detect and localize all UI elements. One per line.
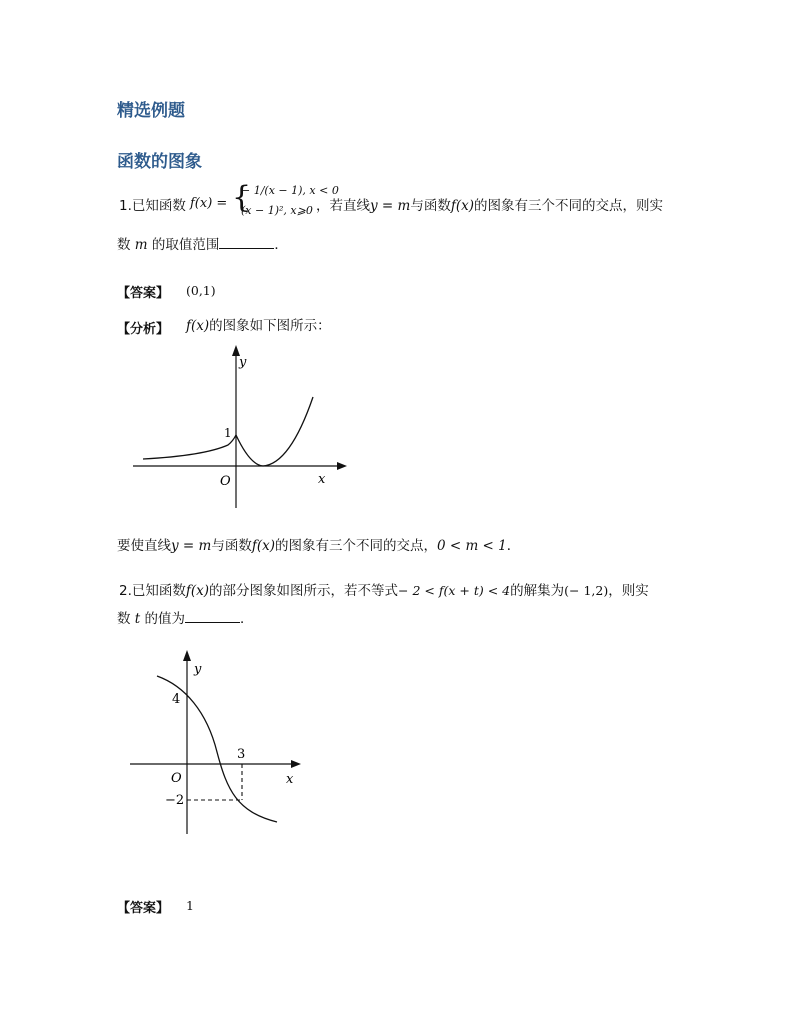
q1-number: 1.	[119, 198, 132, 214]
a2-answer-tag: 【答案】	[117, 901, 170, 916]
q1-brace: {	[232, 180, 252, 215]
q2-period: ．	[240, 611, 254, 627]
graph1-y-label: y	[239, 355, 247, 370]
a1-answer: (0,1)	[186, 283, 216, 298]
q2-line1	[119, 582, 649, 600]
graph1-x-label: x	[318, 472, 326, 487]
q2-answer-blank	[185, 610, 240, 623]
a1-analysis-fx: f(x)	[186, 318, 210, 334]
a1-analysis-text: 的图象如下图所示：	[209, 318, 331, 334]
graph2-x-arrow	[291, 760, 301, 768]
graph2	[125, 642, 310, 842]
a1-conclusion-fx: f(x)	[251, 538, 275, 554]
q1-line2b: 的取值范围	[151, 237, 220, 253]
q1-answer-blank	[219, 236, 274, 249]
q1-line2a: 数	[117, 237, 131, 253]
q1-period: ．	[274, 237, 288, 253]
q2-solution-set: (− 1,2)	[564, 583, 609, 598]
graph1-tick-1: 1	[224, 426, 232, 440]
q1-line1-rest	[316, 197, 663, 215]
q2-line2a: 数	[117, 611, 131, 627]
graph2-tick-4: 4	[172, 692, 181, 707]
a1-answer-tag: 【答案】	[117, 286, 170, 301]
graph2-y-arrow	[183, 650, 191, 661]
a1-conclusion-c: 的图象有三个不同的交点，	[274, 538, 437, 554]
q1-mid1: ，若直线	[316, 198, 370, 214]
a1-conclusion-a: 要使直线	[117, 538, 171, 554]
a1-conclusion-b: 与函数	[211, 538, 252, 554]
q2-t: t	[134, 611, 141, 627]
q2-number: 2.	[119, 583, 132, 599]
a1-conclusion-end: ．	[506, 538, 521, 554]
q1-case2: (x − 1)², x⩾0	[241, 204, 313, 217]
q2-mid3: ，则实	[608, 583, 649, 599]
q1-mid3: 的图象有三个不同的交点，则实	[473, 198, 663, 214]
graph2-y-label: y	[194, 662, 202, 677]
q2-line2	[117, 610, 254, 628]
q1-fx2: f(x)	[450, 198, 474, 214]
graph2-origin: O	[171, 771, 182, 786]
graph2-x-label: x	[286, 772, 294, 787]
q2-pre: 已知函数	[131, 583, 186, 599]
q1-case1: − 1/(x − 1), x < 0	[241, 184, 339, 197]
q2-fx: f(x)	[185, 583, 210, 599]
a1-conclusion-ineq: 0 < m < 1	[436, 538, 507, 554]
graph1-curve-left	[143, 435, 236, 459]
a1-analysis	[186, 317, 331, 335]
subsection-heading: 函数的图象	[117, 152, 202, 172]
a1-conclusion-ym: y = m	[171, 538, 212, 554]
graph1-origin: O	[220, 474, 231, 489]
q2-inequality: − 2 < f(x + t) < 4	[398, 583, 511, 598]
a2-answer: 1	[186, 898, 194, 913]
q1-ym: y = m	[370, 198, 411, 214]
q1-fx: f(x) =	[190, 196, 228, 211]
a1-analysis-tag: 【分析】	[117, 322, 170, 337]
q1-mid2: 与函数	[410, 198, 451, 214]
q2-mid1: 的部分图象如图所示，若不等式	[209, 583, 399, 599]
graph2-tick-neg2: −2	[165, 793, 185, 808]
q2-line2b: 的值为	[144, 611, 186, 627]
graph1-x-arrow	[337, 462, 347, 470]
graph2-tick-3: 3	[237, 747, 246, 762]
q1-line2	[117, 236, 288, 254]
q1-pre: 已知函数	[131, 198, 186, 214]
a1-conclusion	[117, 537, 520, 555]
graph1	[125, 340, 350, 515]
graph1-curve-right	[236, 397, 313, 466]
q1-line1	[119, 197, 186, 215]
section-heading: 精选例题	[117, 101, 185, 121]
q1-m: m	[134, 237, 148, 253]
q2-mid2: 的解集为	[510, 583, 565, 599]
